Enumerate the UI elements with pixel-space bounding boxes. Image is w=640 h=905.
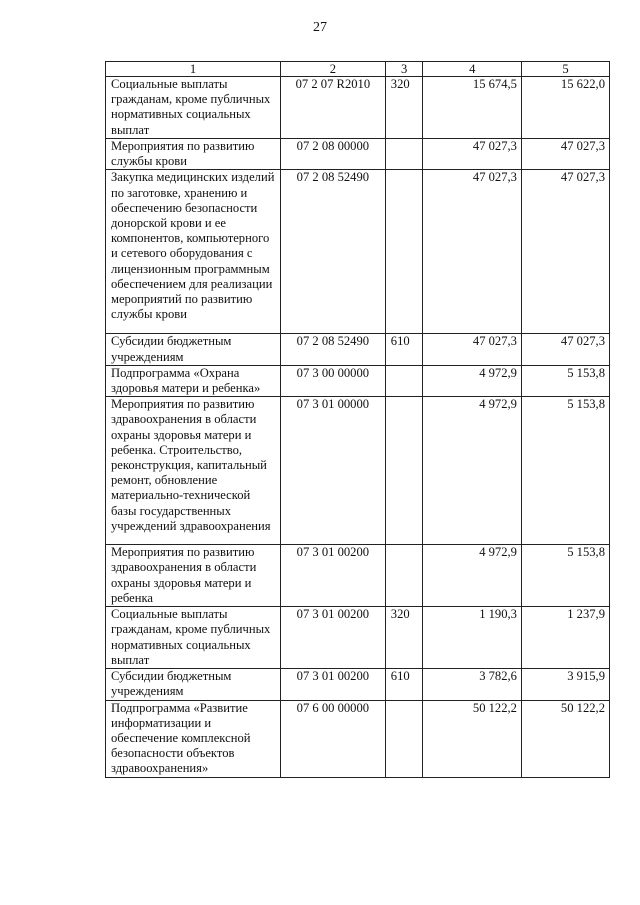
row-value-2: 5 153,8 bbox=[521, 397, 609, 545]
row-value-1: 15 674,5 bbox=[423, 77, 521, 139]
row-type bbox=[385, 139, 423, 170]
row-type: 320 bbox=[385, 77, 423, 139]
row-type: 610 bbox=[385, 669, 423, 700]
row-name: Социальные выплаты гражданам, кроме публичных нормативных социальных выплат bbox=[106, 77, 281, 139]
row-value-2: 47 027,3 bbox=[521, 334, 609, 365]
row-value-1: 50 122,2 bbox=[423, 700, 521, 777]
row-value-2: 1 237,9 bbox=[521, 607, 609, 669]
row-value-1: 3 782,6 bbox=[423, 669, 521, 700]
page-number: 27 bbox=[313, 20, 327, 35]
column-header-5: 5 bbox=[521, 62, 609, 77]
row-value-2: 3 915,9 bbox=[521, 669, 609, 700]
row-code: 07 3 01 00200 bbox=[280, 669, 385, 700]
row-value-1: 47 027,3 bbox=[423, 334, 521, 365]
budget-table bbox=[105, 61, 610, 778]
row-name: Закупка медицинских изделий по заготовке, хранению и обеспечению безопасности донорской крови и ее компонентов, компьютерного и сетевого оборудования с лицензионным программным обеспечением для реализации мероприятий по развитию службы крови bbox=[106, 170, 281, 334]
table-row bbox=[106, 607, 610, 669]
row-value-2: 47 027,3 bbox=[521, 139, 609, 170]
table-row bbox=[106, 545, 610, 607]
row-type: 610 bbox=[385, 334, 423, 365]
row-type bbox=[385, 700, 423, 777]
row-code: 07 3 01 00000 bbox=[280, 397, 385, 545]
table-row bbox=[106, 77, 610, 139]
row-value-1: 47 027,3 bbox=[423, 170, 521, 334]
row-type bbox=[385, 397, 423, 545]
row-code: 07 2 08 52490 bbox=[280, 334, 385, 365]
row-value-2: 15 622,0 bbox=[521, 77, 609, 139]
column-header-2: 2 bbox=[280, 62, 385, 77]
row-name: Субсидии бюджетным учреждениям bbox=[106, 669, 281, 700]
row-code: 07 6 00 00000 bbox=[280, 700, 385, 777]
table-row bbox=[106, 700, 610, 777]
row-value-1: 47 027,3 bbox=[423, 139, 521, 170]
row-code: 07 2 08 52490 bbox=[280, 170, 385, 334]
row-type bbox=[385, 365, 423, 396]
column-header-1: 1 bbox=[106, 62, 281, 77]
row-code: 07 3 01 00200 bbox=[280, 607, 385, 669]
row-value-1: 1 190,3 bbox=[423, 607, 521, 669]
row-name: Мероприятия по развитию здравоохранения в области охраны здоровья матери и ребенка bbox=[106, 545, 281, 607]
row-code: 07 3 01 00200 bbox=[280, 545, 385, 607]
table-row bbox=[106, 334, 610, 365]
row-name: Мероприятия по развитию здравоохранения в области охраны здоровья матери и ребенка. Строительство, реконструкция, капитальный ремонт, обновление материально-технической базы государственных учреждений здравоохранения bbox=[106, 397, 281, 545]
row-value-1: 4 972,9 bbox=[423, 365, 521, 396]
table-row bbox=[106, 397, 610, 545]
row-value-2: 5 153,8 bbox=[521, 545, 609, 607]
row-code: 07 2 08 00000 bbox=[280, 139, 385, 170]
row-name: Подпрограмма «Развитие информатизации и обеспечение комплексной безопасности объектов здравоохранения» bbox=[106, 700, 281, 777]
header-row bbox=[106, 62, 610, 77]
row-type bbox=[385, 545, 423, 607]
table-row bbox=[106, 669, 610, 700]
row-value-2: 50 122,2 bbox=[521, 700, 609, 777]
table-row bbox=[106, 139, 610, 170]
row-name: Подпрограмма «Охрана здоровья матери и ребенка» bbox=[106, 365, 281, 396]
row-value-1: 4 972,9 bbox=[423, 545, 521, 607]
row-code: 07 2 07 R2010 bbox=[280, 77, 385, 139]
row-name: Мероприятия по развитию службы крови bbox=[106, 139, 281, 170]
table-row bbox=[106, 170, 610, 334]
column-header-3: 3 bbox=[385, 62, 423, 77]
row-name: Социальные выплаты гражданам, кроме публичных нормативных социальных выплат bbox=[106, 607, 281, 669]
row-name: Субсидии бюджетным учреждениям bbox=[106, 334, 281, 365]
row-value-2: 47 027,3 bbox=[521, 170, 609, 334]
row-value-2: 5 153,8 bbox=[521, 365, 609, 396]
table-row bbox=[106, 365, 610, 396]
row-value-1: 4 972,9 bbox=[423, 397, 521, 545]
row-type bbox=[385, 170, 423, 334]
row-type: 320 bbox=[385, 607, 423, 669]
row-code: 07 3 00 00000 bbox=[280, 365, 385, 396]
column-header-4: 4 bbox=[423, 62, 521, 77]
